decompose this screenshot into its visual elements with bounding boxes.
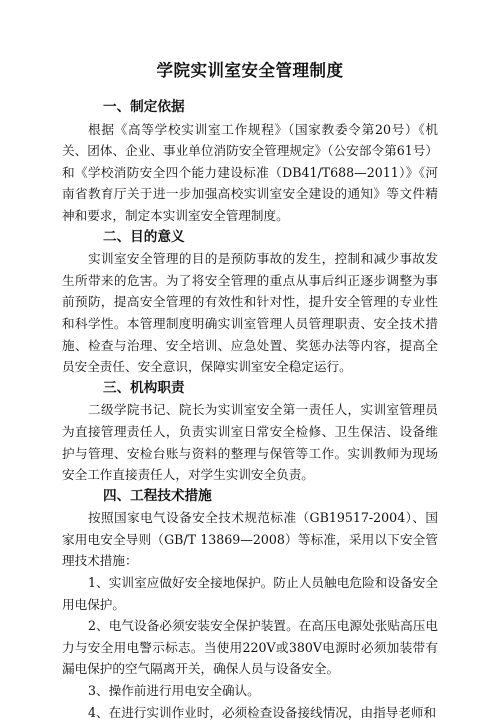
paragraph: 按照国家电气设备安全技术规范标准（GB19517-2004）、国家用电安全导则（GB/T 13869—2008）等标准，采用以下安全管理技术措施： [62,510,438,569]
list-item: 1、实训室应做好安全接地保护。防止人员触电危险和设备安全用电保护。 [62,575,438,612]
section-heading: 一、制定依据 [103,99,185,115]
document-title: 学院实训室安全管理制度 [156,61,344,80]
section-heading: 三、机构职责 [103,379,185,396]
list-item: 3、操作前进行用电安全确认。 [88,683,260,699]
section-responsibilities [62,378,438,486]
list-item: 4、在进行实训作业时，必须检查设备接线情况，由指导老师和 [88,704,437,720]
section-technical-measures [62,486,438,723]
list-item: 2、电气设备必须安装安全保护装置。在高压电源处张贴高压电力与安全用电警示标志。当使用220V或380V电源时必须加装带有漏电保护的空气隔离开关，确保人员与设备安全。 [62,618,438,677]
paragraph: 二级学院书记、院长为实训室安全第一责任人，实训室管理员为直接管理责任人，负责实训室日常安全检修、卫生保洁、设备维护与管理、安检台账与资料的整理与保管等工作。实训教师为现场安全工作直接责任人，对学生实训安全负责。 [62,402,438,483]
section-heading: 四、工程技术措施 [103,487,212,504]
document-body [62,97,438,723]
paragraph: 实训室安全管理的目的是预防事故的发生，控制和减少事故发生所带来的危害。为了将安全管理的重点从事后纠正逐步调整为事前预防，提高安全管理的有效性和针对性，提升安全管理的专业性和科学性。本管理制度明确实训室管理人员管理职责、安全技术措施、检查与治理、安全培训、应急处置、奖惩办法等内容，提高全员安全责任、安全意识，保障实训室安全稳定运行。 [62,251,438,375]
paragraph: 根据《高等学校实训室工作规程》（国家教委令第20号）《机关、团体、企业、事业单位消防安全管理规定》（公安部令第61号）和《学校消防安全四个能力建设标准（DB41/T688—2011）》《河南省教育厅关于进一步加强高校实训室安全建设的通知》等文件精神和要求，制定本实训室安全管理制度。 [62,121,438,223]
section-basis [62,97,438,227]
section-purpose [62,227,438,378]
section-heading: 二、目的意义 [103,228,185,245]
